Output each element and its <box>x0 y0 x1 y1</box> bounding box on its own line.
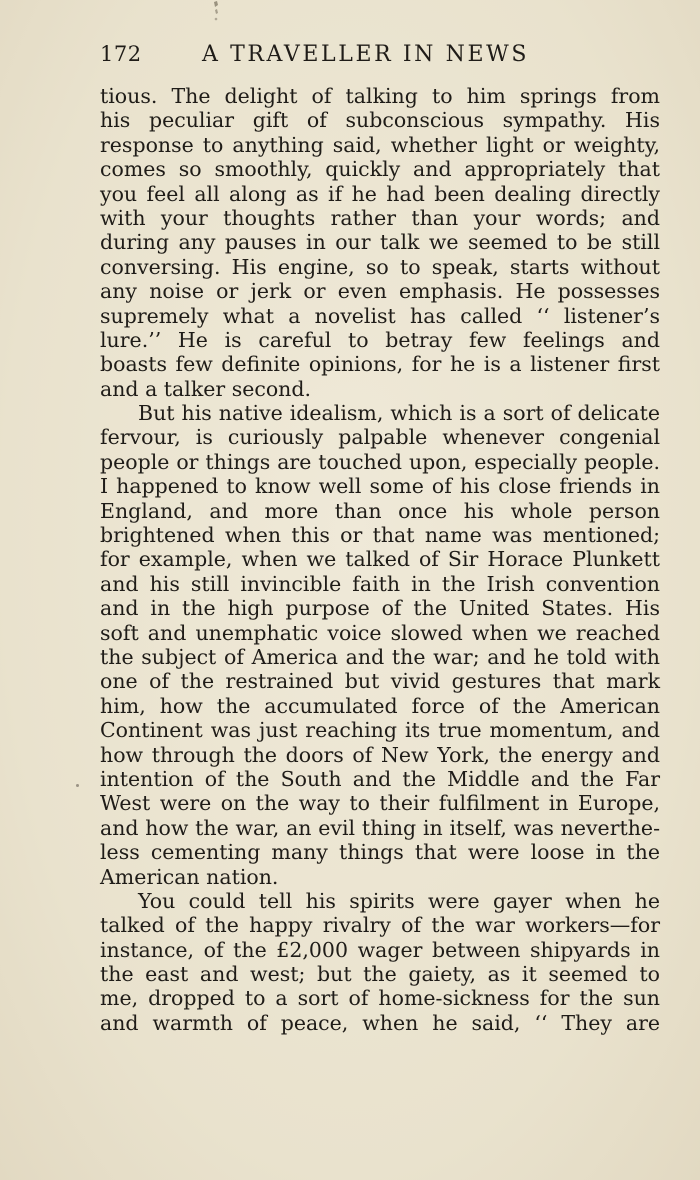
text-line: talked of the happy rivalry of the war workers—for <box>100 913 660 938</box>
text-line: lure.’’ He is careful to betray few feelings and <box>100 327 660 352</box>
text-line: brightened when this or that name was mentioned; <box>100 523 660 548</box>
text-line: less cementing many things that were loose in the <box>100 840 660 865</box>
text-line: for example, when we talked of Sir Horace Plunkett <box>100 547 660 572</box>
text-line: and in the high purpose of the United States. His <box>100 596 660 621</box>
text-line: tious. The delight of talking to him springs from <box>100 84 660 108</box>
text-line: one of the restrained but vivid gestures that mark <box>100 669 660 694</box>
page-number: 172 <box>100 42 142 66</box>
text-line: me, dropped to a sort of home-sickness for the sun <box>100 986 660 1011</box>
text-line: Continent was just reaching its true momentum, and <box>100 718 660 743</box>
text-line: soft and unemphatic voice slowed when we reached <box>100 620 660 645</box>
body-text <box>100 84 660 1035</box>
text-line: and a talker second. <box>100 376 312 401</box>
text-line: and warmth of peace, when he said, ‘‘ They are <box>100 1010 660 1035</box>
text-line: supremely what a novelist has called ‘‘ listener’s <box>100 303 660 328</box>
page-header <box>100 42 660 72</box>
text-line: you feel all along as if he had been dealing directly <box>100 181 660 206</box>
text-line: England, and more than once his whole person <box>100 498 660 523</box>
text-line: with your thoughts rather than your words; and <box>100 205 660 230</box>
text-line: response to anything said, whether light or weighty, <box>100 132 660 157</box>
text-line: and how the war, an evil thing in itself, was neverthe- <box>100 815 660 840</box>
text-line: West were on the way to their fulfilment in Europe, <box>100 791 660 816</box>
margin-mark <box>76 784 79 787</box>
text-line: his peculiar gift of subconscious sympathy. His <box>100 108 660 133</box>
text-line: and his still invincible faith in the Irish convention <box>100 571 660 596</box>
text-line: the subject of America and the war; and he told with <box>100 644 660 669</box>
text-line: conversing. His engine, so to speak, starts without <box>100 254 660 279</box>
text-line: intention of the South and the Middle and the Far <box>100 766 660 791</box>
text-line: any noise or jerk or even emphasis. He possesses <box>100 279 660 304</box>
text-line: boasts few definite opinions, for he is a listener first <box>100 352 660 377</box>
text-line: I happened to know well some of his close friends in <box>100 474 660 499</box>
text-line: people or things are touched upon, especially people. <box>100 449 660 474</box>
text-line: American nation. <box>100 864 279 889</box>
running-title: A TRAVELLER IN NEWS <box>202 42 530 67</box>
text-line: him, how the accumulated force of the American <box>100 693 660 718</box>
ink-speck-decoration <box>206 0 226 24</box>
text-line: fervour, is curiously palpable whenever congenial <box>100 425 660 450</box>
text-line: how through the doors of New York, the energy and <box>100 742 660 767</box>
text-line: during any pauses in our talk we seemed to be still <box>100 230 660 255</box>
text-line: comes so smoothly, quickly and appropriately that <box>100 157 660 182</box>
text-line: the east and west; but the gaiety, as it seemed to <box>100 962 660 987</box>
text-line: But his native idealism, which is a sort of delicate <box>138 401 660 426</box>
text-line: You could tell his spirits were gayer when he <box>138 888 660 913</box>
text-line: instance, of the £2,000 wager between shipyards in <box>100 937 660 962</box>
